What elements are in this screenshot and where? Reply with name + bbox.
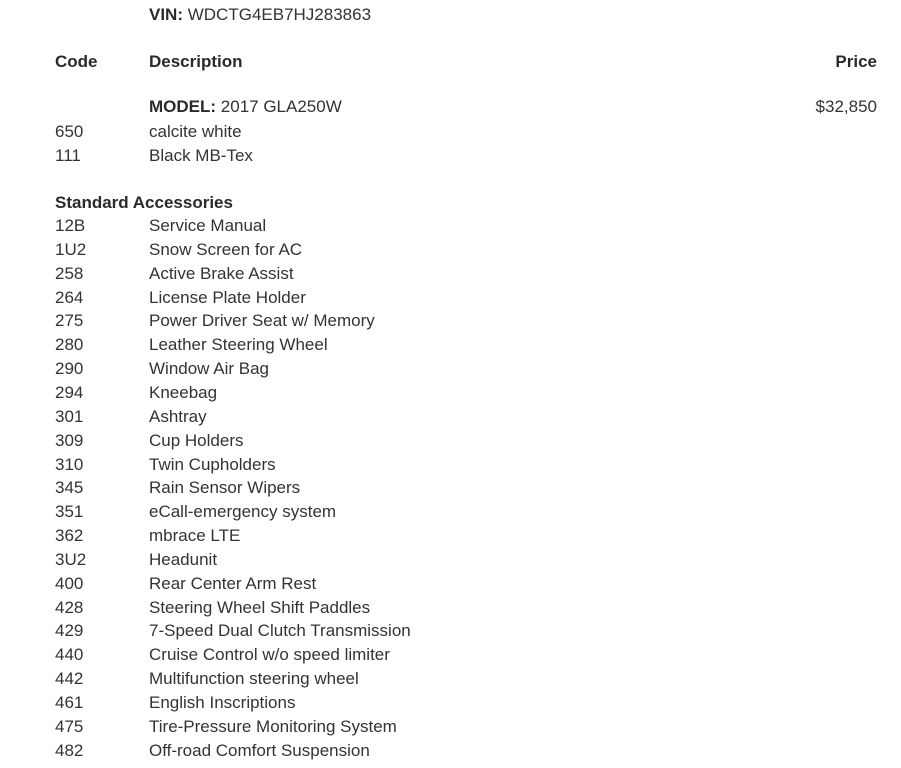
item-description: Black MB-Tex — [149, 145, 253, 165]
item-code: 440 — [55, 645, 84, 665]
item-code: 275 — [55, 311, 84, 331]
vin-row — [0, 5, 901, 29]
code-header: Code — [55, 52, 98, 71]
item-description: English Inscriptions — [149, 693, 296, 712]
list-item — [0, 431, 901, 455]
item-description: Active Brake Assist — [149, 263, 294, 283]
vin-value: WDCTG4EB7HJ283863 — [187, 5, 372, 24]
item-code: 264 — [55, 287, 84, 307]
model-row — [0, 97, 901, 121]
list-item — [0, 502, 901, 526]
list-item — [0, 359, 901, 383]
item-description: Tire-Pressure Monitoring System — [149, 716, 397, 736]
item-code: 280 — [55, 335, 84, 355]
list-item — [0, 311, 901, 335]
item-description: Cruise Control w/o speed limiter — [149, 645, 390, 665]
item-description: Multifunction steering wheel — [149, 669, 359, 689]
list-item — [0, 645, 901, 669]
item-description: mbrace LTE — [149, 526, 241, 546]
item-code: 461 — [55, 693, 84, 712]
item-description: Kneebag — [149, 382, 218, 402]
list-item — [0, 526, 901, 550]
vin-label: VIN: — [149, 5, 183, 24]
list-item — [0, 122, 901, 146]
list-item — [0, 574, 901, 598]
item-code: 3U2 — [55, 549, 87, 569]
item-description: Leather Steering Wheel — [149, 335, 328, 355]
model-value: 2017 GLA250W — [220, 97, 342, 116]
item-description: Rain Sensor Wipers — [149, 478, 301, 498]
item-code: 301 — [55, 406, 84, 426]
item-code: 294 — [55, 382, 84, 402]
list-item — [0, 240, 901, 264]
item-description: Window Air Bag — [149, 359, 269, 379]
item-code: 650 — [55, 122, 84, 141]
model-price: $32,850 — [815, 97, 877, 116]
item-description: 7-Speed Dual Clutch Transmission — [149, 621, 411, 641]
item-code: 475 — [55, 716, 84, 736]
model-line — [149, 97, 342, 117]
standard-accessories-title: Standard Accessories — [55, 193, 233, 212]
item-code: 428 — [55, 597, 84, 617]
list-item — [0, 741, 901, 765]
model-label: MODEL: — [149, 97, 217, 116]
list-item — [0, 621, 901, 645]
item-description: Ashtray — [149, 406, 207, 426]
list-item — [0, 383, 901, 407]
item-description: Steering Wheel Shift Paddles — [149, 597, 371, 617]
item-code: 290 — [55, 359, 84, 379]
column-header-row — [0, 52, 901, 76]
item-code: 258 — [55, 263, 84, 283]
list-item — [0, 288, 901, 312]
item-code: 442 — [55, 669, 84, 689]
list-item — [0, 146, 901, 170]
item-description: Power Driver Seat w/ Memory — [149, 311, 375, 331]
item-description: Off-road Comfort Suspension — [149, 740, 370, 760]
list-item — [0, 717, 901, 741]
list-item — [0, 550, 901, 574]
item-description: Snow Screen for AC — [149, 239, 303, 259]
item-code: 429 — [55, 621, 84, 641]
item-description: Service Manual — [149, 216, 267, 235]
list-item — [0, 216, 901, 240]
list-item — [0, 264, 901, 288]
list-item — [0, 407, 901, 431]
item-description: Rear Center Arm Rest — [149, 573, 317, 593]
item-code: 309 — [55, 430, 84, 450]
vin-line — [149, 5, 371, 25]
item-description: eCall-emergency system — [149, 502, 337, 522]
item-code: 482 — [55, 740, 84, 760]
description-header: Description — [149, 52, 243, 71]
item-description: calcite white — [149, 122, 242, 141]
item-code: 310 — [55, 454, 84, 474]
item-description: Twin Cupholders — [149, 454, 276, 474]
list-item — [0, 669, 901, 693]
item-code: 400 — [55, 573, 84, 593]
list-item — [0, 478, 901, 502]
price-header: Price — [835, 52, 877, 71]
item-code: 1U2 — [55, 239, 87, 259]
list-item — [0, 335, 901, 359]
list-item — [0, 455, 901, 479]
item-code: 111 — [55, 145, 81, 165]
item-code: 12B — [55, 216, 86, 235]
list-item — [0, 693, 901, 717]
item-code: 345 — [55, 478, 84, 498]
item-description: Cup Holders — [149, 430, 244, 450]
item-description: License Plate Holder — [149, 287, 306, 307]
item-code: 362 — [55, 526, 84, 546]
item-code: 351 — [55, 502, 84, 522]
list-item — [0, 598, 901, 622]
item-description: Headunit — [149, 549, 218, 569]
